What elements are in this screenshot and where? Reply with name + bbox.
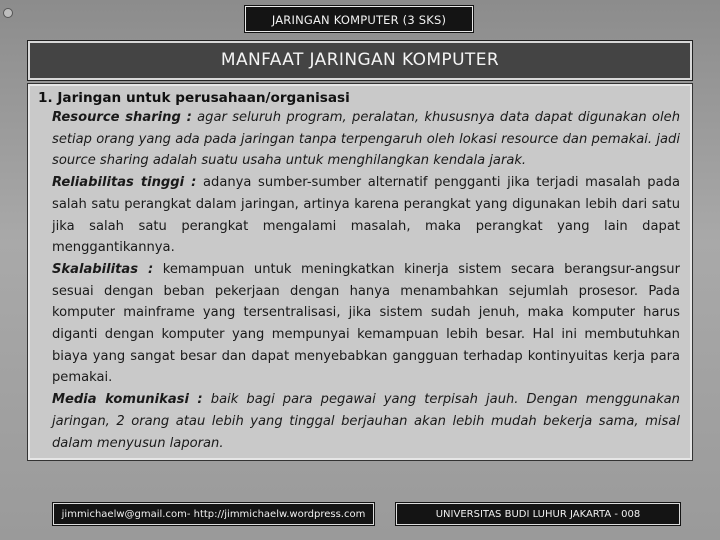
list-item-skalabilitas [52, 259, 680, 389]
footer-contact: jimmichaelw@gmail.com- http://jimmichaelw.wordpress.com [53, 503, 374, 525]
item-text: baik bagi para pegawai yang terpisah jauh. Dengan menggunakan jaringan, 2 orang atau lebih yang tinggal berjauhan akan lebih mudah bekerja sama, misal dalam menyusun laporan. [52, 392, 680, 451]
footer-institution: UNIVERSITAS BUDI LUHUR JAKARTA - 008 [396, 503, 680, 525]
list-item-media-komunikasi [52, 389, 680, 454]
item-term: Media komunikasi : [52, 392, 203, 408]
item-text: kemampuan untuk meningkatkan kinerja sistem secara berangsur-angsur sesuai dengan beban pekerjaan dengan hanya menambahkan sejumlah prosesor. Pada komputer mainframe yang tersentralisasi, jika sistem sudah jenuh, maka komputer harus diganti dengan komputer yang mempunyai kemampuan lebih besar. Hal ini membutuhkan biaya yang sangat besar dan dapat menyebabkan gangguan terhadap kontinyuitas kerja para pemakai. [52, 261, 680, 386]
item-term: Resource sharing : [52, 110, 192, 125]
content-box [28, 84, 692, 460]
slide-title: MANFAAT JARINGAN KOMPUTER [28, 41, 692, 80]
item-term: Skalabilitas : [52, 261, 154, 277]
list-item-resource-sharing [52, 107, 680, 172]
course-tag: JARINGAN KOMPUTER (3 SKS) [245, 6, 473, 32]
item-text: agar seluruh program, peralatan, khususnya data dapat digunakan oleh setiap orang yang ada pada jaringan tanpa terpengaruh oleh lokasi resource dan pemakai. jadi source sharing adalah suatu usaha untuk menghilangkan kendala jarak. [52, 110, 680, 169]
item-text: adanya sumber-sumber alternatif pengganti jika terjadi masalah pada salah satu perangkat dalam jaringan, artinya karena perangkat yang digunakan lebih dari satu jika salah satu perangkat mengalami masalah, maka perangkat yang lain dapat menggantikannya. [52, 175, 680, 256]
list-item-reliabilitas [52, 172, 680, 259]
corner-ornament [3, 8, 13, 18]
item-term: Reliabilitas tinggi : [52, 175, 197, 191]
section-heading: 1. Jaringan untuk perusahaan/organisasi [38, 90, 350, 106]
